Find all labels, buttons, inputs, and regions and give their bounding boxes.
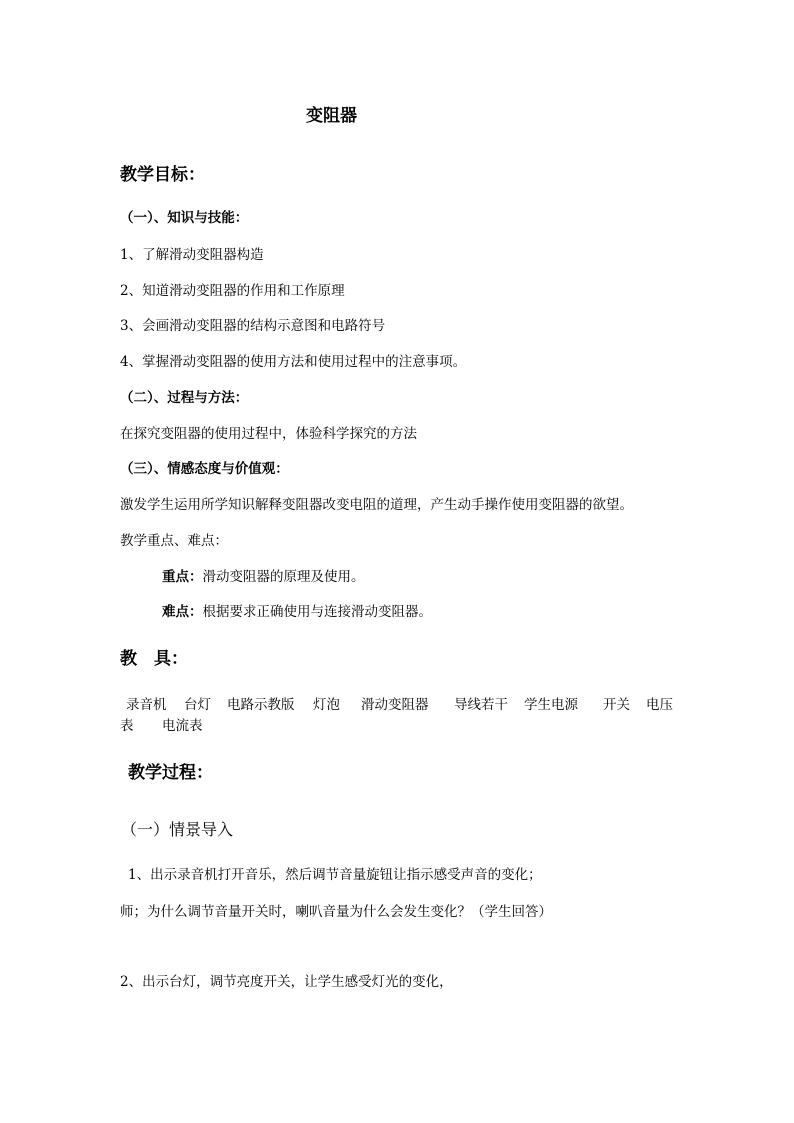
tool-item: 台灯: [184, 697, 211, 713]
focus-line: [162, 571, 365, 585]
knowledge-skills-heading: （一）、知识与技能：: [120, 210, 249, 226]
tool-item: 导线若干: [454, 697, 508, 713]
tool-item: 滑动变阻器: [361, 697, 429, 713]
knowledge-item-3: 3、会画滑动变阻器的结构示意图和电路符号: [120, 318, 386, 334]
key-points-heading: 教学重点、难点：: [120, 533, 228, 549]
tool-item: 灯泡: [313, 697, 340, 713]
tools-heading: 教 具：: [120, 649, 188, 669]
process-line-2: 师；为什么调节音量开关时，喇叭音量为什么会发生变化？（学生回答）: [120, 904, 552, 920]
document-title: 变阻器: [306, 106, 357, 126]
process-method-text: 在探究变阻器的使用过程中，体验科学探究的方法: [120, 426, 417, 442]
process-method-heading: （二）、过程与方法：: [120, 390, 249, 406]
knowledge-item-1: 1、了解滑动变阻器构造: [120, 247, 264, 263]
process-line-3: 2、出示台灯，调节亮度开关，让学生感受灯光的变化，: [120, 974, 453, 990]
tool-item: 开关: [603, 697, 630, 713]
focus-text: 滑动变阻器的原理及使用。: [202, 569, 365, 585]
tool-item: 表: [120, 718, 134, 734]
objectives-heading: 教学目标：: [120, 165, 205, 185]
attitude-values-heading: （三）、情感态度与价值观：: [120, 461, 289, 477]
process-line-1: 1、出示录音机打开音乐，然后调节音量旋钮让指示感受声音的变化；: [128, 867, 542, 883]
teaching-process-heading: 教学过程：: [128, 763, 213, 783]
knowledge-item-2: 2、知道滑动变阻器的作用和工作原理: [120, 283, 345, 299]
focus-label: 重点：: [162, 569, 203, 585]
knowledge-item-4: 4、掌握滑动变阻器的使用方法和使用过程中的注意事项。: [120, 354, 467, 370]
tool-item: 录音机: [126, 697, 167, 713]
tool-item: 电路示教版: [227, 697, 295, 713]
difficulty-label: 难点：: [162, 604, 203, 620]
tool-item: 学生电源: [524, 697, 578, 713]
tool-item: 电流表: [162, 718, 203, 734]
attitude-values-text: 激发学生运用所学知识解释变阻器改变电阻的道理，产生动手操作使用变阻器的欲望。: [120, 497, 633, 513]
scene-intro-heading: （一）情景导入: [121, 820, 234, 839]
difficulty-text: 根据要求正确使用与连接滑动变阻器。: [202, 604, 432, 620]
difficulty-line: [162, 606, 432, 620]
tool-item: 电压: [646, 697, 673, 713]
